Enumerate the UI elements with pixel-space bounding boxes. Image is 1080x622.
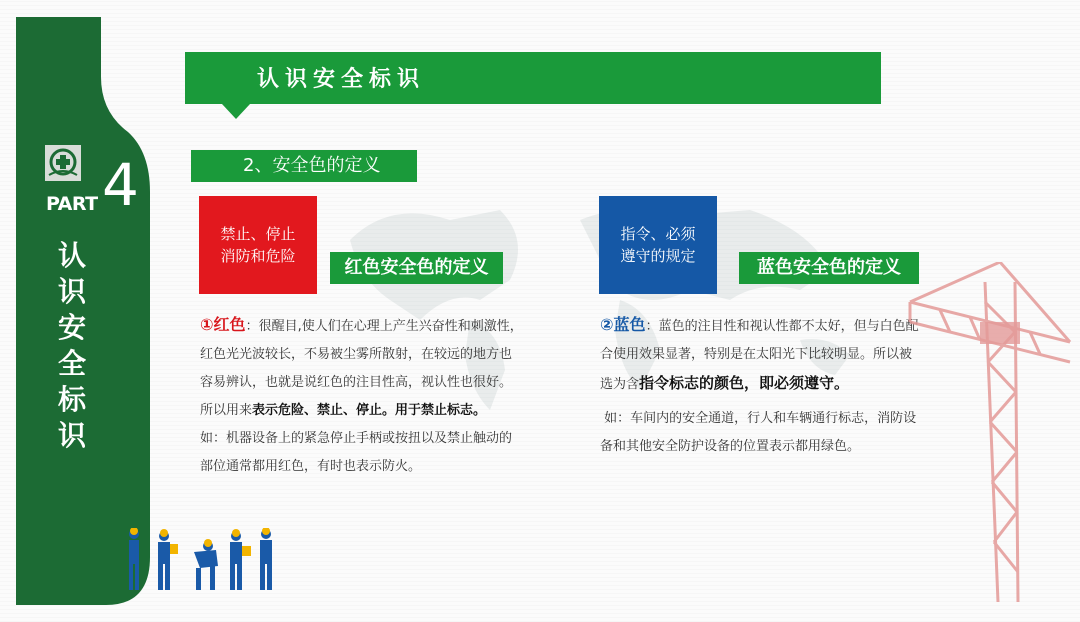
blue-line-text: 备和其他安全防护设备的位置表示都用绿色。 <box>600 439 861 454</box>
red-definition-label: 红色安全色的定义 <box>330 252 503 284</box>
blue-line-text: ：蓝色的注目性和视认性都不太好，但与白色配 <box>645 319 919 334</box>
red-keyword: ①红色 <box>200 315 246 334</box>
workers-illustration <box>124 528 284 594</box>
blue-line-bold: 指令标志的颜色，即必须遵守。 <box>639 374 850 392</box>
red-line-text: 红色光光波较长，不易被尘雾所散射，在较远的地方也 <box>200 347 513 362</box>
red-line-1 <box>200 311 550 341</box>
vertical-section-title: 认识安全标识 <box>57 239 86 452</box>
blue-line-text: 如：车间内的安全通道，行人和车辆通行标志，消防设 <box>604 411 917 426</box>
title-bar-pointer <box>222 104 250 119</box>
title-bar <box>185 52 881 104</box>
tower-crane-illustration <box>880 262 1075 607</box>
blue-line-text: 选为含 <box>600 377 640 392</box>
blue-category-box <box>599 196 717 294</box>
red-line-text: 容易辨认，也就是说红色的注目性高，视认性也很好。 <box>200 375 513 390</box>
red-category-box <box>199 196 317 294</box>
red-line-text: 如：机器设备上的紧急停止手柄或按扭以及禁止触动的 <box>200 431 513 446</box>
red-line-bold: 表示危险、禁止、停止。用于禁止标志。 <box>252 403 487 418</box>
red-description <box>200 311 550 481</box>
safety-cross-logo-icon <box>45 145 81 181</box>
red-line-2 <box>200 341 550 369</box>
blue-box-line-1: 指令、必须 <box>620 225 696 243</box>
blue-line-text: 合使用效果显著，特别是在太阳光下比较明显。所以被 <box>600 347 913 362</box>
part-number: 4 <box>102 151 139 219</box>
red-line-3 <box>200 369 550 397</box>
page-title: 认识安全标识 <box>257 67 426 92</box>
red-box-line-1: 禁止、停止 <box>220 225 296 243</box>
red-line-text: ：很醒目,使人们在心理上产生兴奋性和刺激性， <box>245 319 523 334</box>
red-box-line-2: 消防和危险 <box>220 247 296 265</box>
section-subtitle: 2、安全色的定义 <box>191 150 417 182</box>
part-label: PART <box>46 193 98 215</box>
red-line-text: 所以用来 <box>200 403 253 418</box>
red-line-text: 部位通常都用红色，有时也表示防火。 <box>200 459 422 474</box>
blue-box-line-2: 遵守的规定 <box>620 247 696 265</box>
red-line-4 <box>200 397 550 425</box>
red-line-5 <box>200 425 550 453</box>
blue-definition-label: 蓝色安全色的定义 <box>739 252 919 284</box>
blue-keyword: ②蓝色 <box>600 315 646 334</box>
red-line-6 <box>200 453 550 481</box>
